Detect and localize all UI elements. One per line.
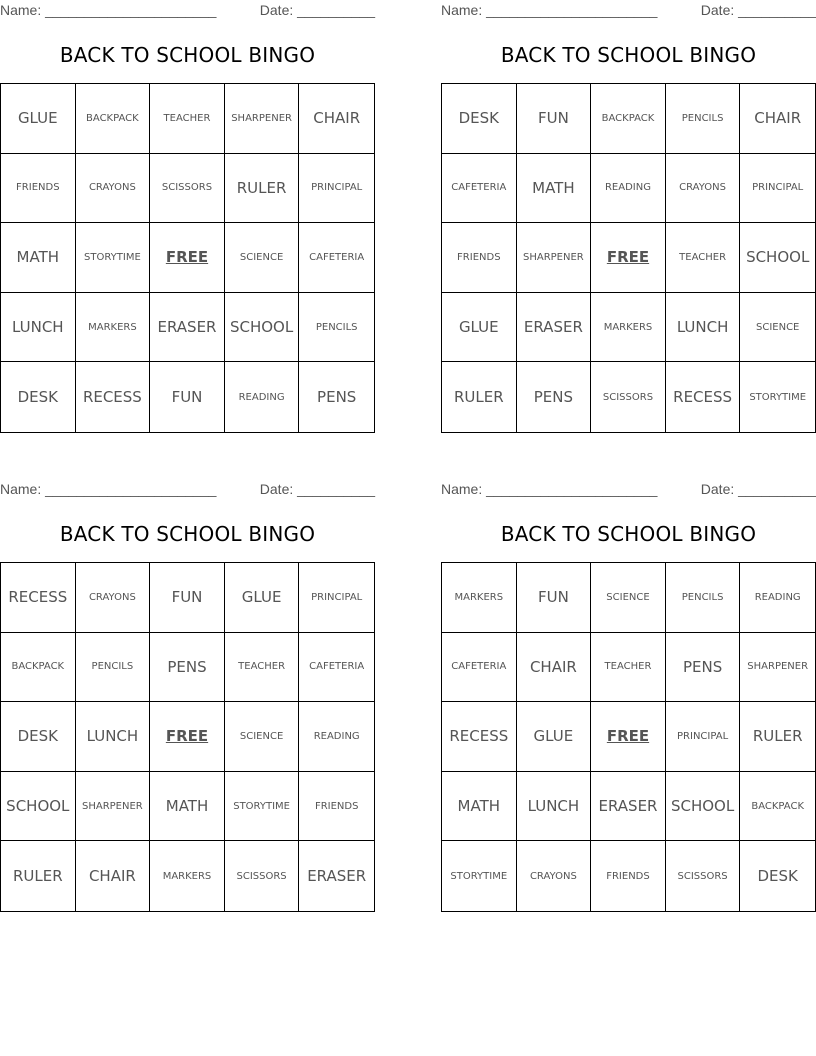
bingo-cell: GLUE [517,702,592,772]
bingo-cell: TEACHER [591,633,666,703]
bingo-cell: SHARPENER [225,84,300,154]
bingo-cell: CAFETERIA [442,154,517,224]
bingo-cell: PRINCIPAL [299,154,374,224]
bingo-cell: PRINCIPAL [666,702,741,772]
bingo-cell: DESK [1,702,76,772]
bingo-cell: FRIENDS [299,772,374,842]
bingo-cell: CRAYONS [76,563,151,633]
bingo-cell: SCISSORS [150,154,225,224]
date-field-label: Date: __________ [259,481,375,497]
bingo-cell: CHAIR [76,841,151,911]
bingo-cell: CRAYONS [666,154,741,224]
bingo-cell: FRIENDS [1,154,76,224]
bingo-cell: READING [591,154,666,224]
bingo-cell: SCISSORS [225,841,300,911]
bingo-cell: READING [225,362,300,432]
bingo-cell: RULER [1,841,76,911]
bingo-cell: ERASER [150,293,225,363]
bingo-cell: STORYTIME [442,841,517,911]
bingo-cell: PENCILS [299,293,374,363]
bingo-cell: SCHOOL [666,772,741,842]
bingo-cell: RECESS [666,362,741,432]
bingo-cell: SCHOOL [740,223,815,293]
bingo-cell: RULER [225,154,300,224]
bingo-cell: LUNCH [76,702,151,772]
bingo-cell: MARKERS [76,293,151,363]
bingo-cell: GLUE [225,563,300,633]
bingo-cell: DESK [1,362,76,432]
card-title: BACK TO SCHOOL BINGO [500,43,757,67]
bingo-cell: MATH [1,223,76,293]
card-title: BACK TO SCHOOL BINGO [59,43,316,67]
bingo-cell: PENCILS [666,563,741,633]
date-field-label: Date: __________ [700,481,816,497]
bingo-cell: CAFETERIA [299,223,374,293]
card-header [441,2,816,20]
bingo-cell: SHARPENER [517,223,592,293]
bingo-cell: MARKERS [591,293,666,363]
name-field-label: Name: ______________________ [441,2,658,18]
card-title: BACK TO SCHOOL BINGO [500,522,757,546]
bingo-grid [0,83,375,433]
bingo-cell: CRAYONS [76,154,151,224]
bingo-cell: PENS [317,388,357,407]
card-header [441,481,816,499]
name-field-label: Name: ______________________ [0,2,217,18]
bingo-cell: SCHOOL [1,772,76,842]
bingo-cell: PRINCIPAL [299,563,374,633]
bingo-cell: SCIENCE [225,223,300,293]
bingo-cell: FRIENDS [591,841,666,911]
name-field-label: Name: ______________________ [441,481,658,497]
bingo-cell: BACKPACK [591,84,666,154]
bingo-cell: PRINCIPAL [740,154,815,224]
bingo-cell: FRIENDS [442,223,517,293]
free-space: FREE [150,702,225,772]
bingo-cell: PENS [666,633,741,703]
bingo-cell: FUN [517,563,592,633]
bingo-cell: PENS [517,362,592,432]
bingo-cell: LUNCH [666,293,741,363]
free-space: FREE [150,223,225,293]
bingo-cell: DESK [442,84,517,154]
bingo-cell: PENCILS [666,84,741,154]
bingo-cell: MARKERS [442,563,517,633]
bingo-grid [441,83,816,433]
card-header [0,2,375,20]
bingo-cell: RECESS [442,702,517,772]
bingo-grid [441,562,816,912]
date-field-label: Date: __________ [259,2,375,18]
bingo-cell: MATH [150,772,225,842]
bingo-cell: TEACHER [150,84,225,154]
bingo-cell: CHAIR [517,633,592,703]
bingo-cell: BACKPACK [1,633,76,703]
free-space: FREE [591,702,666,772]
bingo-cell: BACKPACK [740,772,815,842]
bingo-cell: RULER [442,362,517,432]
bingo-cell: STORYTIME [76,223,151,293]
bingo-cell: CRAYONS [517,841,592,911]
bingo-cell: PENCILS [76,633,151,703]
bingo-cell: TEACHER [225,633,300,703]
bingo-cell: ERASER [517,293,592,363]
bingo-cell: SCIENCE [225,702,300,772]
bingo-card-2 [441,0,816,433]
bingo-cell: CAFETERIA [299,633,374,703]
bingo-cell: PENS [150,633,225,703]
bingo-cell: RULER [740,702,815,772]
name-field-label: Name: ______________________ [0,481,217,497]
bingo-cell: GLUE [442,293,517,363]
bingo-cell: TEACHER [666,223,741,293]
card-header [0,481,375,499]
bingo-cell: ERASER [307,867,367,886]
bingo-cell: BACKPACK [76,84,151,154]
bingo-cell: LUNCH [1,293,76,363]
bingo-cell: READING [299,702,374,772]
bingo-cell: ERASER [591,772,666,842]
card-title: BACK TO SCHOOL BINGO [59,522,316,546]
free-space: FREE [591,223,666,293]
bingo-card-3 [0,479,375,912]
bingo-cell: FUN [517,84,592,154]
bingo-cell: READING [740,563,815,633]
bingo-cell: SHARPENER [76,772,151,842]
bingo-cell: SHARPENER [740,633,815,703]
bingo-cell: FUN [150,362,225,432]
bingo-cell: SCISSORS [591,362,666,432]
bingo-cell: MATH [517,154,592,224]
bingo-cell: MATH [442,772,517,842]
bingo-cell: CHAIR [299,84,374,154]
bingo-card-1 [0,0,375,433]
bingo-cell: MARKERS [150,841,225,911]
bingo-cell: LUNCH [517,772,592,842]
bingo-cell: FUN [150,563,225,633]
bingo-cell: SCIENCE [591,563,666,633]
bingo-cell: CAFETERIA [442,633,517,703]
bingo-cell: STORYTIME [225,772,300,842]
bingo-cell: GLUE [1,84,76,154]
bingo-cell: SCISSORS [666,841,741,911]
bingo-cell: RECESS [1,563,76,633]
bingo-cell: STORYTIME [749,391,807,403]
bingo-card-4 [441,479,816,912]
bingo-cell: SCHOOL [225,293,300,363]
bingo-cell: RECESS [76,362,151,432]
bingo-grid [0,562,375,912]
bingo-cell: DESK [757,867,798,886]
bingo-cell: CHAIR [740,84,815,154]
bingo-cell: SCIENCE [740,293,815,363]
date-field-label: Date: __________ [700,2,816,18]
